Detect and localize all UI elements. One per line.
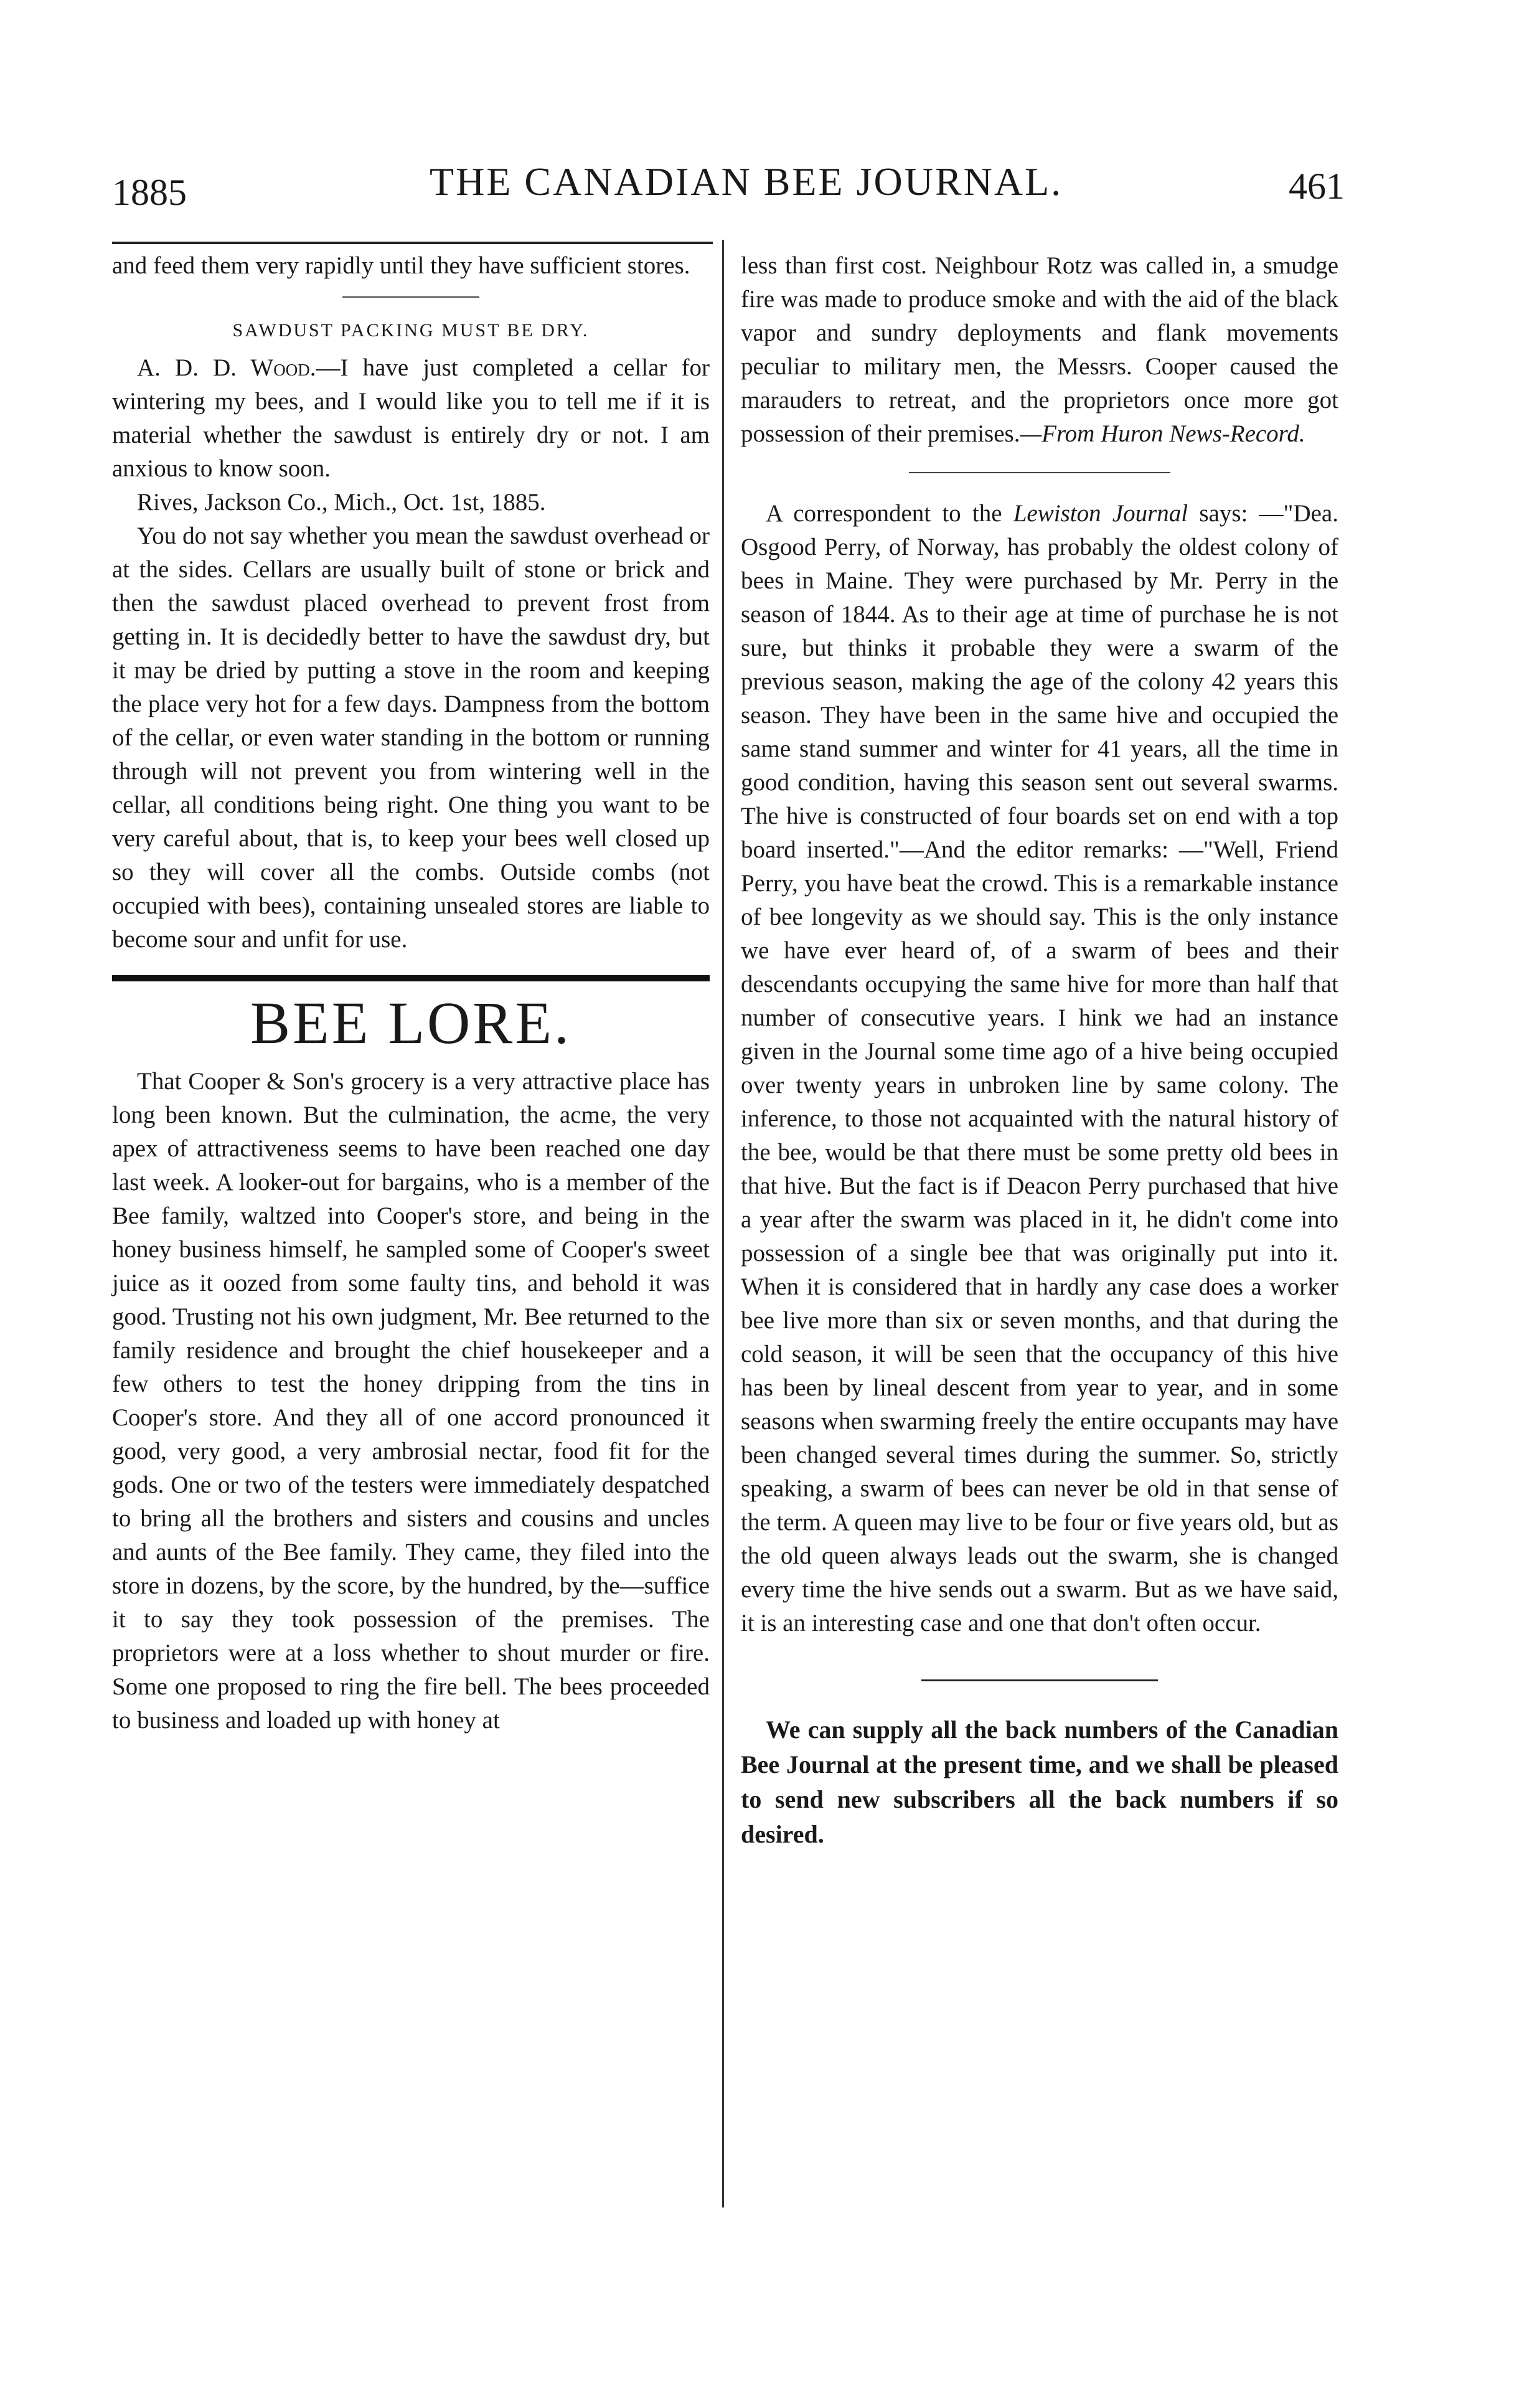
lore-body: That Cooper & Son's grocery is a very attractive place has long been known. But the culmination, the acme, the very apex of attractiveness seems to have been reached one day last week. A looker-out for bargains, who is a member of the Bee family, waltzed into Cooper's store, and being in the honey business himself, he sampled some of Cooper's sweet juice as it oozed from some faulty tins, and behold it was good. Trusting not his own judgment, Mr. Bee returned to the family residence and brought the chief housekeeper and a few others to test the honey dripping from the tins in Cooper's store. And they all of one accord pronounced it good, very good, a very ambrosial nectar, food fit for the gods. One or two of the testers were immediately despatched to bring all the brothers and sisters and cousins and uncles and aunts of the Bee family. They came, they filed into the store in dozens, by the score, by the hundred, by the—suffice it to say they took possession of the premises. The proprietors were at a loss whether to shout murder or fire. Some one proposed to ring the fire bell. The bees proceeded to business and loaded up with honey at bbox=[112, 1068, 710, 1734]
article-rule bbox=[112, 975, 710, 981]
header-rule bbox=[112, 242, 713, 244]
lore-title: BEE LORE. bbox=[250, 989, 571, 1056]
page-header bbox=[112, 159, 1357, 227]
section-heading: SAWDUST PACKING MUST BE DRY. bbox=[232, 320, 590, 341]
ornament-line bbox=[921, 1679, 1158, 1681]
letter-location: Rives, Jackson Co., Mich., Oct. 1st, 1885. bbox=[137, 489, 546, 516]
left-column bbox=[112, 249, 710, 1737]
letter-body: —I have just completed a cellar for wintering my bees, and I would like you to tell me if it is material whether the sawdust is entirely dry or not. I am anxious to know soon. bbox=[112, 354, 710, 482]
column-divider bbox=[722, 240, 724, 2207]
corr-journal: Lewiston Journal bbox=[1013, 500, 1188, 527]
back-numbers-notice: We can supply all the back numbers of the Canadian Bee Journal at the present time, and we shall be pleased to send new subscribers all the back numbers if so desired. bbox=[741, 1716, 1338, 1848]
correspondent-paragraph bbox=[741, 497, 1338, 1640]
corr-body: says: —"Dea. Osgood Perry, of Norway, has probably the oldest colony of bees in Maine. They were purchased by Mr. Perry in the season of 1844. As to their age at time of purchase he is not sure, but thinks it probable they were a swarm of the previous season, making the age of the colony 42 years this season. They have been in the same hive and occupied the same stand summer and winter for 41 years, all the time in good condition, having this season sent out several swarms. The hive is constructed of four boards set on end with a top board inserted."—And the editor remarks: —"Well, Friend Perry, you have beat the crowd. This is a remarkable instance of bee longevity as we should say. This is the only instance we have ever heard of, of a swarm of bees and their descendants occupying the same hive for more than half that number of consecutive years. I hink we had an instance given in the Journal some time ago of a hive being occupied over twenty years in unbroken line by same colony. The inference, to those not acquainted with the natural history of the bee, would be that there must be some pretty old bees in that hive. But the fact is if Deacon Perry purchased that hive a year after the swarm was placed in it, he didn't come into possession of a single bee that was originally put into it. When it is considered that in hardly any case does a worker bee live more than six or seven months, and that during the cold season, it will be seen that the occupancy of this hive has been by lineal descent from year to year, and in some seasons when swarming freely the entire occupants may have been changed several times during the summer. So, strictly speaking, a swarm of bees can never be old in that sense of the term. A queen may live to be four or five years old, but as the old queen always leads out the swarm, she is changed every time the hive sends out a swarm. But as we have said, it is an interesting case and one that don't often occur. bbox=[741, 500, 1338, 1636]
header-page-number: 461 bbox=[1289, 166, 1345, 207]
editor-reply: You do not say whether you mean the sawdust overhead or at the sides. Cellars are usually built of stone or brick and then the sawdust placed overhead to prevent frost from getting in. It is decidedly better to have the sawdust dry, but it may be dried by putting a stove in the room and keeping the place very hot for a few days. Dampness from the bottom of the cellar, or even water standing in the bottom or running through will not prevent you from wintering well in the cellar, all conditions being right. One thing you want to be very careful about, that is, to keep your bees well closed up so they will cover all the combs. Outside combs (not occupied with bees), containing unsealed stores are liable to become sour and unfit for use. bbox=[112, 522, 710, 953]
letter-author: A. D. D. Wood. bbox=[137, 354, 316, 381]
intro-paragraph: and feed them very rapidly until they have sufficient stores. bbox=[112, 252, 690, 279]
article-separator bbox=[909, 472, 1170, 473]
header-title: THE CANADIAN BEE JOURNAL. bbox=[430, 159, 1063, 204]
corr-intro: A correspondent to the bbox=[766, 500, 1013, 527]
lore-continuation bbox=[741, 249, 1338, 451]
lore-source: —From Huron News-Record. bbox=[1020, 420, 1305, 447]
header-year: 1885 bbox=[112, 172, 187, 213]
ornament-rule bbox=[741, 1661, 1338, 1695]
right-column bbox=[741, 249, 1338, 1852]
lore-cont-text: less than first cost. Neighbour Rotz was called in, a smudge fire was made to produce smoke and with the aid of the black vapor and sundry deployments and flank movements peculiar to military men, the Messrs. Cooper caused the marauders to retreat, and the proprietors once more got possession of their premises. bbox=[741, 252, 1338, 447]
letter-paragraph bbox=[112, 351, 710, 486]
lore-title-block bbox=[112, 989, 710, 1056]
section-rule bbox=[342, 296, 479, 298]
